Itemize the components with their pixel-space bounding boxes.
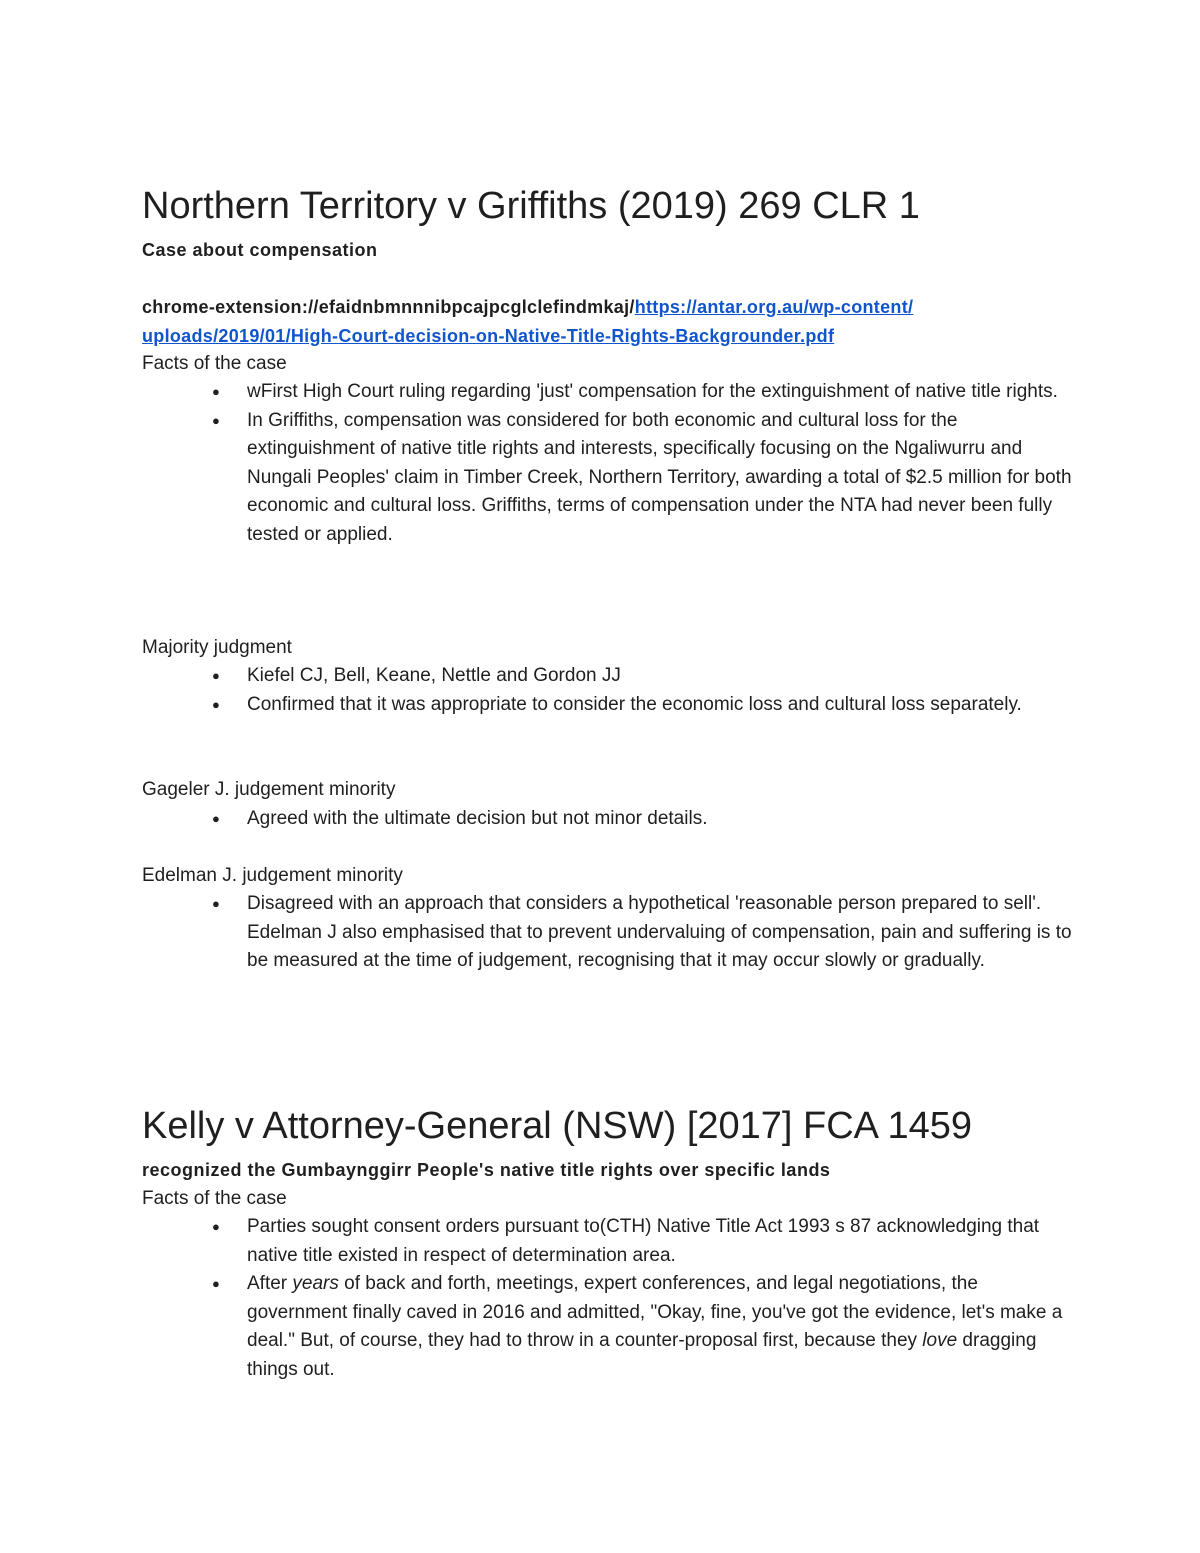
case-subtitle-kelly: recognized the Gumbaynggirr People's native title rights over specific lands: [142, 1160, 831, 1180]
bullet-icon: ●: [212, 811, 220, 826]
list-item: ● Agreed with the ultimate decision but not minor details.: [142, 805, 1072, 834]
case-title-griffiths: Northern Territory v Griffiths (2019) 269 CLR 1: [142, 185, 920, 227]
facts-list-griffiths: [142, 378, 1072, 549]
list-item: ● Kiefel CJ, Bell, Keane, Nettle and Gordon JJ: [142, 662, 1072, 691]
facts-label-griffiths: Facts of the case: [142, 353, 287, 374]
bullet-icon: ●: [212, 1219, 220, 1234]
emphasis-love: love: [922, 1330, 958, 1351]
edelman-label: Edelman J. judgement minority: [142, 865, 403, 886]
list-item: ● wFirst High Court ruling regarding 'just' compensation for the extinguishment of native title rights.: [142, 378, 1072, 407]
list-item: ● Parties sought consent orders pursuant to(CTH) Native Title Act 1993 s 87 acknowledging that native title existed in respect of determination area.: [142, 1213, 1072, 1270]
bullet-icon: ●: [212, 384, 220, 399]
bullet-icon: ●: [212, 412, 220, 428]
list-item: ● In Griffiths, compensation was considered for both economic and cultural loss for the extinguishment of native title rights and interests, specifically focusing on the Ngaliwurru and Nungali Peoples' claim in Timber Creek, Northern Territory, awarding a total of $2.5 million for both economic and cultural loss. Griffiths, terms of compensation under the NTA had never been fully tested or applied.: [142, 407, 1072, 550]
url-prefix: chrome-extension://efaidnbmnnnibpcajpcglclefindmkaj/: [142, 297, 635, 317]
facts-list-kelly: [142, 1213, 1072, 1384]
source-link-line1[interactable]: https://antar.org.au/wp-content/: [634, 297, 914, 317]
majority-label: Majority judgment: [142, 637, 292, 658]
list-item: ● After years of back and forth, meetings, expert conferences, and legal negotiations, the government finally caved in 2016 and admitted, "Okay, fine, you've got the evidence, let's make a deal." But, of course, they had to throw in a counter-proposal first, because they love dragging things out.: [142, 1270, 1072, 1384]
majority-list: [142, 662, 1072, 719]
facts-label-kelly: Facts of the case: [142, 1188, 287, 1209]
gageler-list: [142, 805, 1072, 834]
bullet-icon: ●: [212, 1276, 220, 1291]
bullet-icon: ●: [212, 896, 220, 911]
bullet-icon: ●: [212, 668, 220, 683]
case-subtitle-griffiths: Case about compensation: [142, 240, 378, 260]
edelman-list: [142, 890, 1072, 976]
case-title-kelly: Kelly v Attorney-General (NSW) [2017] FCA 1459: [142, 1105, 973, 1147]
list-item: ● Confirmed that it was appropriate to consider the economic loss and cultural loss separately.: [142, 691, 1072, 720]
gageler-label: Gageler J. judgement minority: [142, 779, 396, 800]
source-link-line2[interactable]: uploads/2019/01/High-Court-decision-on-Native-Title-Rights-Backgrounder.pdf: [142, 325, 835, 346]
emphasis-years: years: [292, 1273, 339, 1294]
list-item: ● Disagreed with an approach that considers a hypothetical 'reasonable person prepared to sell'. Edelman J also emphasised that to prevent undervaluing of compensation, pain and suffering is to be measured at the time of judgement, recognising that it may occur slowly or gradually.: [142, 890, 1072, 976]
source-url: [142, 293, 913, 350]
bullet-icon: ●: [212, 696, 220, 712]
